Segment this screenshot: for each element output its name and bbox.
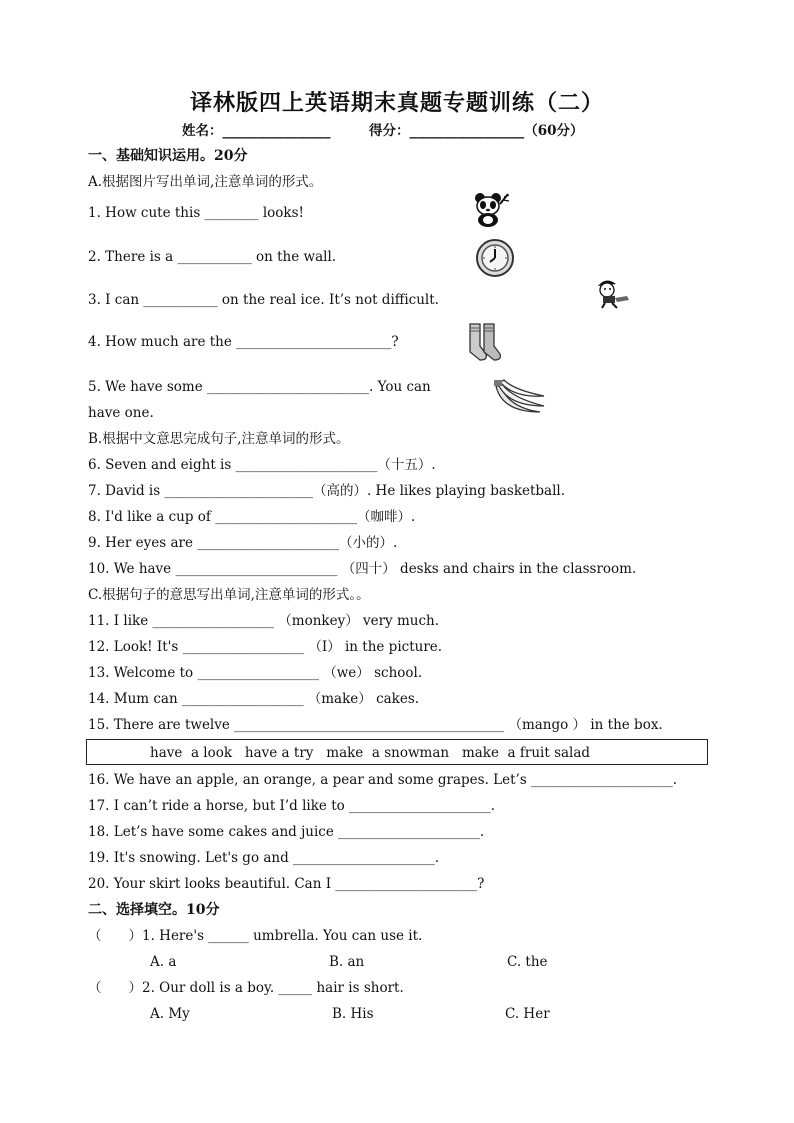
choice-1-option-b: B. an — [329, 954, 365, 970]
question-5: 5. We have some ________________________. You can — [88, 379, 431, 395]
name-line: 姓名：________________ — [182, 123, 331, 139]
question-18: 18. Let’s have some cakes and juice _____________________. — [88, 824, 485, 840]
clock-picture — [474, 238, 516, 278]
question-5-continued: have one. — [88, 405, 154, 421]
question-19: 19. It's snowing. Let's go and _____________________. — [88, 850, 440, 866]
question-15: 15. There are twelve ________________________________________ （mango ） in the box. — [88, 717, 663, 733]
choice-1-option-a: A. a — [150, 954, 177, 970]
partC-instruction: C.根据句子的意思写出单词,注意单词的形式。。 — [88, 587, 370, 603]
question-6: 6. Seven and eight is _____________________（十五）. — [88, 457, 436, 473]
choice-2-option-b: B. His — [332, 1006, 374, 1022]
question-17: 17. I can’t ride a horse, but I’d like to _____________________. — [88, 798, 496, 814]
word-box-options: have a look have a try make a snowman make a fruit salad — [150, 745, 591, 761]
question-12: 12. Look! It's __________________ （I） in the picture. — [88, 639, 443, 655]
choice-1-option-c: C. the — [507, 954, 548, 970]
question-1: 1. How cute this ________ looks! — [88, 205, 304, 221]
question-9: 9. Her eyes are _____________________（小的）. — [88, 535, 398, 551]
question-11: 11. I like __________________ （monkey） very much. — [88, 613, 440, 629]
question-20: 20. Your skirt looks beautiful. Can I _____________________? — [88, 876, 485, 892]
panda-picture — [468, 192, 510, 228]
section1-heading: 一、基础知识运用。20分 — [88, 148, 248, 164]
question-3: 3. I can ___________ on the real ice. It’s not difficult. — [88, 292, 439, 308]
question-8: 8. I'd like a cup of _____________________（咖啡）. — [88, 509, 416, 525]
choice-question-2: （ ）2. Our doll is a boy. _____ hair is short. — [88, 980, 404, 996]
partB-instruction: B.根据中文意思完成句子,注意单词的形式。 — [88, 431, 350, 447]
question-2: 2. There is a ___________ on the wall. — [88, 249, 337, 265]
choice-2-option-a: A. My — [150, 1006, 190, 1022]
page-title: 译林版四上英语期末真题专题训练（二） — [189, 90, 604, 116]
question-13: 13. Welcome to __________________ （we） school. — [88, 665, 423, 681]
section2-heading: 二、选择填空。10分 — [88, 902, 220, 918]
question-16: 16. We have an apple, an orange, a pear and some grapes. Let’s _____________________. — [88, 772, 678, 788]
question-7: 7. David is ______________________（高的）. He likes playing basketball. — [88, 483, 566, 499]
question-10: 10. We have ________________________ （四十） desks and chairs in the classroom. — [88, 561, 637, 577]
question-4: 4. How much are the _______________________? — [88, 334, 399, 350]
partA-instruction: A.根据图片写出单词,注意单词的形式。 — [88, 174, 323, 190]
bananas-picture — [490, 378, 546, 418]
skating-boy-picture — [592, 276, 632, 310]
choice-2-option-c: C. Her — [505, 1006, 550, 1022]
score-line: 得分：_________________（60分） — [369, 123, 584, 139]
choice-question-1: （ ）1. Here's ______ umbrella. You can use it. — [88, 928, 423, 944]
question-14: 14. Mum can __________________ （make） cakes. — [88, 691, 420, 707]
socks-picture — [466, 322, 504, 362]
